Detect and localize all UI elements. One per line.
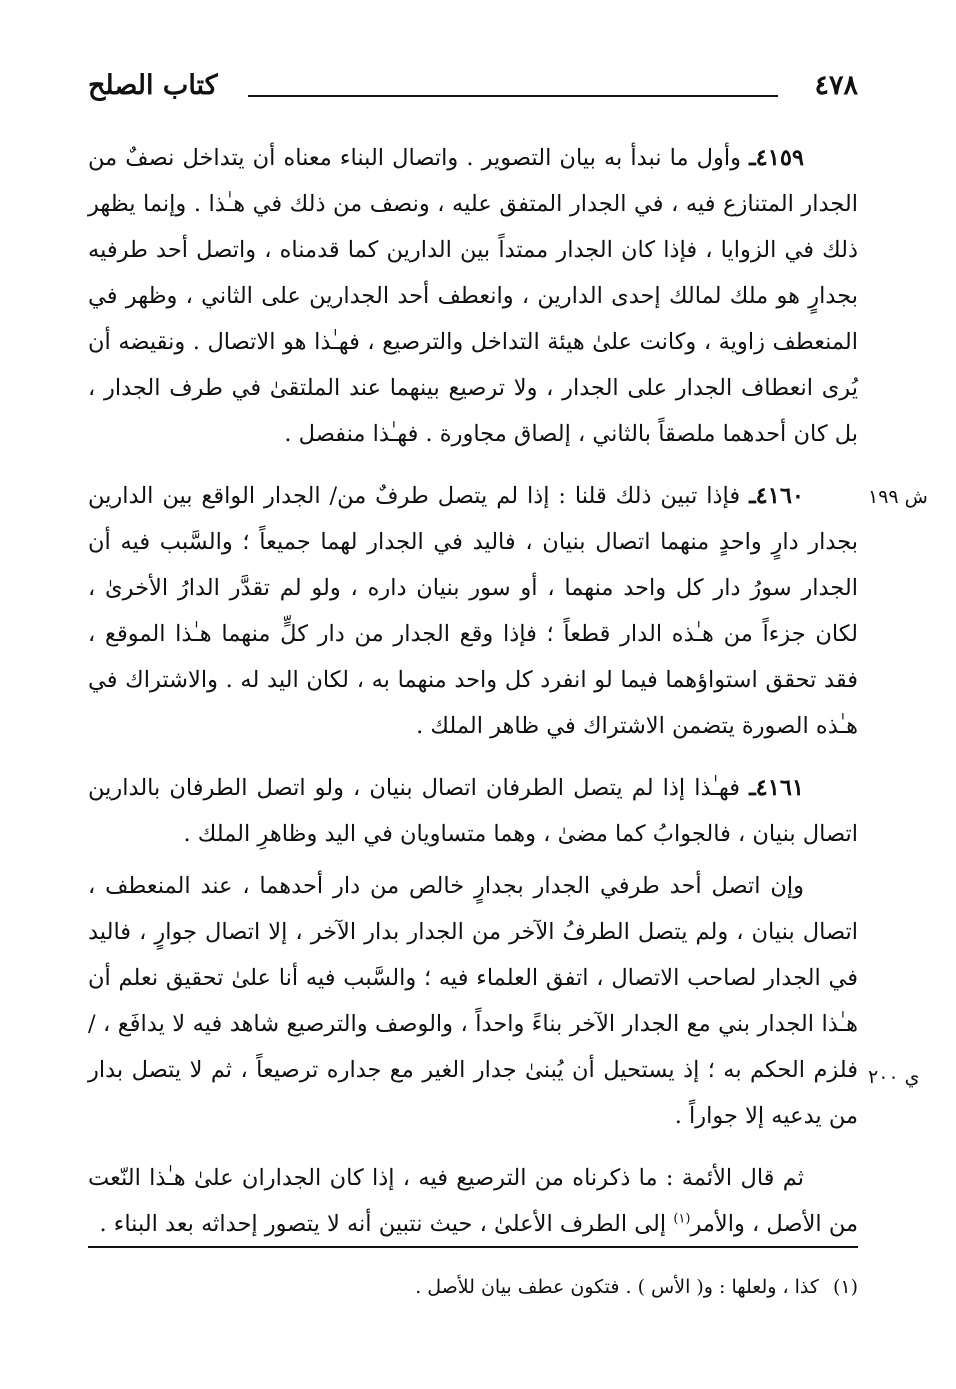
book-title: كتاب الصلح: [88, 70, 218, 101]
paragraph-number: ٤١٥٩ـ: [749, 145, 804, 171]
footnote-rule: [88, 1246, 858, 1248]
paragraph-text: وأول ما نبدأ به بيان التصوير . واتصال البناء معناه أن يتداخل نصفٌ من الجدار المتنازع فيه ، في الجدار المتفق عليه ، ونصف من ذلك في هـٰذا . وإنما يظهر ذلك في الزوايا ، فإذا كان الجدار ممتداً بين الدارين كما قدمناه ، واتصل أحد طرفيه بجدارٍ هو ملك لمالك إحدى الدارين ، وانعطف أحد الجدارين على الثاني ، وظهر في المنعطف زاوية ، وكانت علىٰ هيئة التداخل والترصيع ، فهـٰذا هو الاتصال . ونقيضه أن يُرى انعطاف الجدار على الجدار ، ولا ترصيع بينهما عند الملتقىٰ في طرف الجدار ، بل كان أحدهما ملصقاً بالثاني ، إلصاق مجاورة . فهـٰذا منفصل .: [88, 145, 858, 447]
paragraph-imams: [88, 1155, 858, 1247]
margin-note-manuscript-ref: ي ٢٠٠: [868, 1066, 920, 1088]
paragraph-text: وإن اتصل أحد طرفي الجدار بجدارٍ خالص من دار أحدهما ، عند المنعطف ، اتصال بنيان ، ولم يتصل الطرفُ الآخر من الجدار بدار الآخر ، إلا اتصال جوارٍ ، فاليد في الجدار لصاحب الاتصال ، اتفق العلماء فيه ؛ والسَّبب فيه أنا علىٰ تحقيق نعلم أن هـٰذا الجدار بني مع الجدار الآخر بناءً واحداً ، والوصف والترصيع شاهد فيه لا يدافَع ، / فلزم الحكم به ؛ إذ يستحيل أن يُبنىٰ جدار الغير مع جداره ترصيعاً ، ثم لا يتصل بدار من يدعيه إلا جواراً .: [88, 873, 858, 1129]
footnote-marker: (١): [832, 1276, 858, 1298]
paragraph-text: إلى الطرف الأعلىٰ ، حيث نتبين أنه لا يتصور إحداثه بعد البناء .: [99, 1211, 674, 1237]
page-header: [88, 66, 858, 106]
main-text: [88, 135, 858, 1247]
paragraph-text: فهـٰذا إذا لم يتصل الطرفان اتصال بنيان ، ولو اتصل الطرفان بالدارين اتصال بنيان ، فالجوابُ كما مضىٰ ، وهما متساويان في اليد وظاهرِ الملك .: [88, 775, 858, 847]
paragraph-text: فإذا تبين ذلك قلنا : إذا لم يتصل طرفٌ من/ الجدار الواقع بين الدارين بجدار دارٍ واحدٍ منهما اتصال بنيان ، فاليد في الجدار لهما جميعاً ؛ والسَّبب فيه أن الجدار سورُ دار كل واحد منهما ، أو سور بنيان داره ، ولو لم تقدَّر الدارُ الأخرىٰ ، لكان جزءاً من هـٰذه الدار قطعاً ؛ فإذا وقع الجدار من دار كلٍّ منهما هـٰذا الموقع ، فقد تحقق استواؤهما فيما لو انفرد كل واحد منهما به ، لكان اليد له . والاشتراك في هـٰذه الصورة يتضمن الاشتراك في ظاهر الملك .: [88, 483, 858, 739]
page-number: ٤٧٨: [814, 70, 858, 101]
paragraph-number: ٤١٦٠ـ: [749, 483, 804, 509]
footnote: [88, 1272, 858, 1302]
paragraph-continuation: [88, 863, 858, 1139]
paragraph-number: ٤١٦١ـ: [749, 775, 804, 801]
paragraph-4159: [88, 135, 858, 457]
paragraph-4161: [88, 765, 858, 857]
header-rule: [248, 95, 778, 97]
footnote-text: كذا ، ولعلها : و( الأس ) . فتكون عطف بيان للأصل .: [415, 1276, 819, 1298]
paragraph-4160: [88, 473, 858, 749]
margin-note-manuscript-ref: ش ١٩٩: [868, 486, 928, 508]
footnote-reference[interactable]: (١): [673, 1211, 691, 1227]
paragraph-text: ثم قال الأئمة : ما ذكرناه من الترصيع فيه ، إذا كان الجداران علىٰ هـٰذا النّعت من الأصل ، والأمر: [88, 1165, 858, 1237]
